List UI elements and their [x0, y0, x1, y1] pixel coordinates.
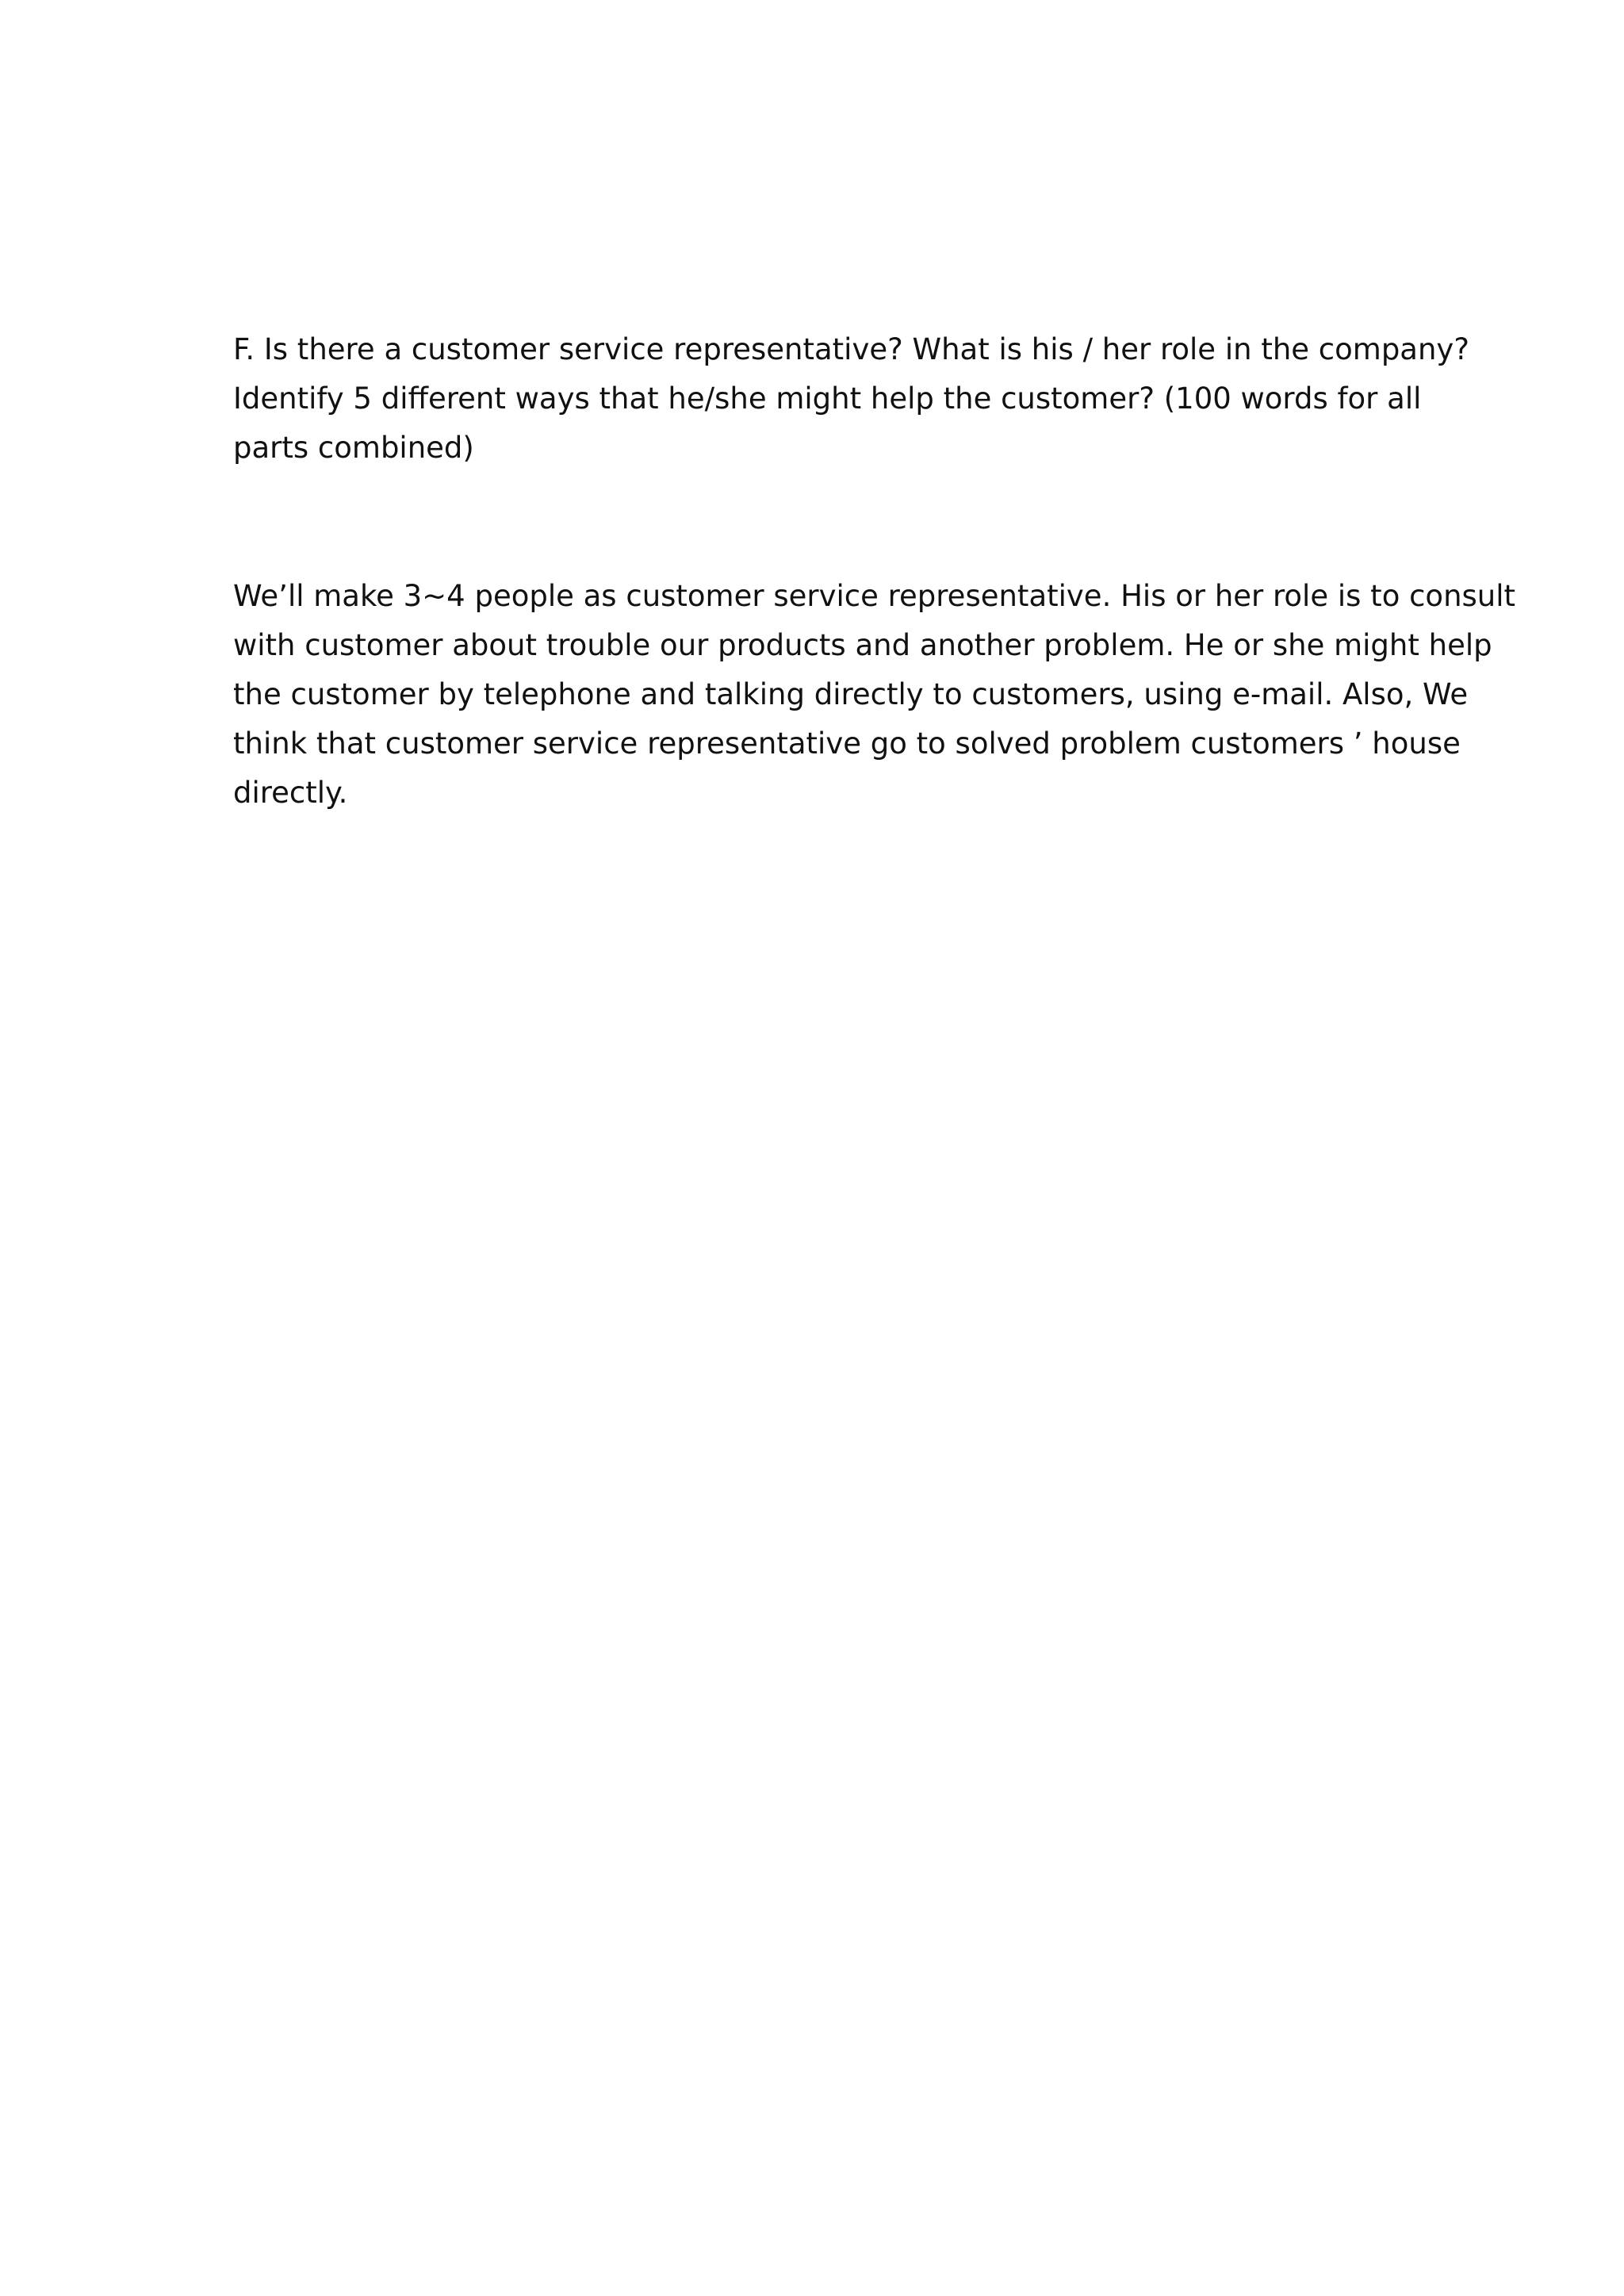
answer-paragraph [233, 572, 1516, 818]
question-line: parts combined) [233, 431, 474, 465]
question-paragraph [233, 325, 1469, 473]
answer-line: the customer by telephone and talking directly to customers, using e-mail. Also, We [233, 677, 1469, 711]
answer-line: directly. [233, 776, 348, 810]
answer-line: with customer about trouble our products and another problem. He or she might help [233, 628, 1492, 662]
answer-line: We’ll make 3~4 people as customer service representative. His or her role is to consult [233, 579, 1516, 613]
answer-line: think that customer service representative go to solved problem customers ’ house [233, 726, 1461, 761]
question-line: Identify 5 different ways that he/she might help the customer? (100 words for all [233, 381, 1422, 416]
question-line: F. Is there a customer service representative? What is his / her role in the company? [233, 332, 1469, 366]
